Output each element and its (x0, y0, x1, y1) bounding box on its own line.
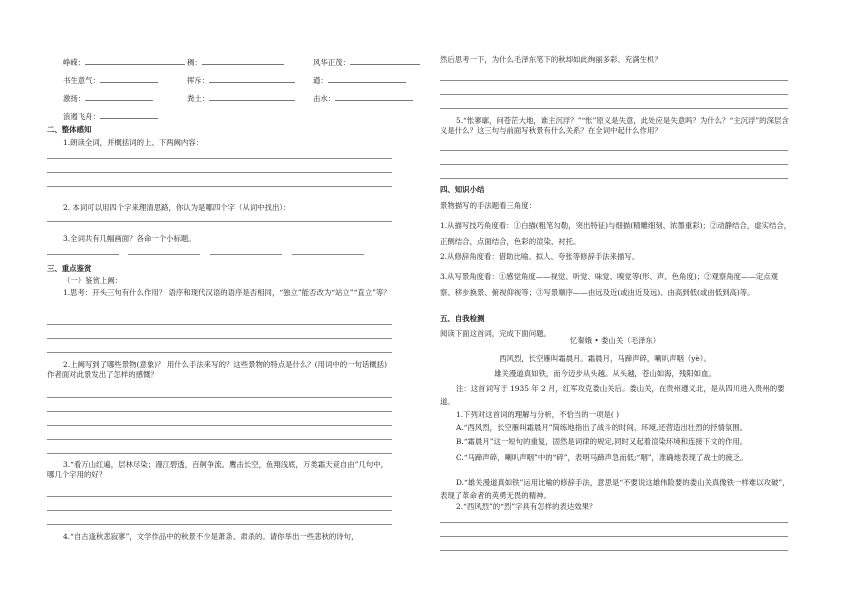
answer-line[interactable] (440, 550, 788, 551)
question-text: 3.全词共有几幅画面？各命一个小标题。 (63, 234, 196, 243)
answer-line[interactable] (210, 254, 282, 255)
answer-line[interactable] (47, 254, 119, 255)
answer-blank[interactable] (85, 57, 185, 65)
question-text: 2.上阙写到了哪些景物(意象)？ 用什么手法来写的？这些景物的特点是什么？(用词中的一句话概括) 作者面对此景发出了怎样的感慨？ (47, 360, 387, 379)
paragraph: 3.从写景角度看：①感觉角度——视觉、听觉、味觉、嗅觉等(形、声、色角度)；②观察角度——定点观察、移步换景、俯视仰视等；③写景顺序——由远及近(或由近及远)、由高到低(或由低到高)等。 (440, 272, 779, 297)
sub-heading: （一）鉴赏上阙： (63, 276, 123, 285)
answer-line[interactable] (292, 254, 364, 255)
option-d[interactable]: D.“雄关漫道真如铁”运用比喻的修辞手法，意思是“不要说这雄伟险要的娄山关真像铁一样难以攻破”，表现了革命者的英勇无畏的精神。 (440, 478, 790, 500)
vocab-item: 书生意气： (63, 75, 158, 86)
vocab-item: 峥嵘： (63, 57, 185, 68)
answer-blank[interactable] (100, 75, 158, 83)
vocab-item: 风华正茂： (313, 57, 420, 68)
question-text: 2.“西风烈”的“烈”字具有怎样的表达效果？ (456, 502, 597, 511)
question-text: 1.思考：开头三句有什么作用？ 语序和现代汉语的语序是否相同，“独立”能否改为“站立”“直立”等？ (63, 288, 391, 297)
vocab-item: 遒： (313, 75, 406, 86)
answer-line[interactable] (47, 524, 392, 525)
answer-line[interactable] (47, 352, 392, 353)
option-a[interactable]: A.“西风烈，长空雁叫霜晨月”简练地指出了战斗的时间、环境,还营造出壮烈的抒情氛围。 (456, 423, 748, 432)
poem-line: 西风烈，长空雁叫霜晨月。霜晨月，马蹄声碎，喇叭声咽（yè）。 (499, 354, 711, 363)
answer-line[interactable] (440, 522, 788, 523)
section-title: 五、自我检测 (440, 314, 485, 323)
answer-blank[interactable] (335, 93, 413, 101)
answer-line[interactable] (47, 453, 392, 454)
note: 注：这首词写于 1935 年 2 月，红军攻克娄山关后。娄山关，在贵州遵义北，是从四川进入贵州的要道。 (440, 384, 785, 406)
section-title: 二、整体感知 (47, 125, 92, 134)
vocab-item: 粪土： (187, 93, 295, 104)
question-text: 4.“自古逢秋悲寂寥”，文学作品中的秋景不少是萧条、肃杀的。请你举出一些悲秋的诗句， (63, 532, 359, 541)
answer-blank[interactable] (85, 93, 153, 101)
answer-blank[interactable] (209, 75, 295, 83)
answer-blank[interactable] (209, 93, 295, 101)
answer-line[interactable] (440, 80, 788, 81)
vocab-item: 击水： (313, 93, 413, 104)
question-text: 3.“看万山红遍，层林尽染；漫江碧透，百舸争流。鹰击长空，鱼翔浅底，万类霜天竞自由”几句中，哪几个字用的好？ (47, 460, 389, 479)
question-text: 2. 本词可以用四个字来理清思路，你认为是哪四个字（从词中找出）： (63, 203, 291, 212)
answer-line[interactable] (440, 178, 788, 179)
answer-line[interactable] (47, 425, 392, 426)
answer-line[interactable] (47, 172, 392, 173)
paragraph: 景物描写的手法题看三角度： (440, 201, 537, 210)
answer-line[interactable] (440, 536, 788, 537)
answer-line[interactable] (128, 254, 200, 255)
section-title: 三、重点鉴赏 (47, 264, 92, 273)
answer-line[interactable] (440, 108, 788, 109)
answer-line[interactable] (47, 496, 392, 497)
answer-line[interactable] (440, 150, 788, 151)
answer-line[interactable] (47, 338, 392, 339)
answer-blank[interactable] (328, 75, 406, 83)
answer-line[interactable] (47, 186, 392, 187)
answer-line[interactable] (47, 397, 392, 398)
vocab-item: 浪遏飞舟： (63, 111, 158, 122)
option-c[interactable]: C.“马蹄声碎，喇叭声咽”中的“碎”，表明马蹄声急而低;“咽”，准确地表现了战士的疲乏。 (456, 453, 748, 462)
question-text: 1.朗读全词，并概括词的上、下两阙内容： (63, 138, 204, 147)
section-title: 四、知识小结 (440, 185, 485, 194)
answer-line[interactable] (440, 164, 788, 165)
answer-line[interactable] (47, 411, 392, 412)
paragraph: 阅读下面这首词，完成下面问题。 (440, 329, 551, 338)
question-text: 1.下列对这首词的理解与分析，不恰当的一项是( ) (456, 410, 619, 419)
answer-blank[interactable] (350, 57, 420, 65)
poem-line: 雄关漫道真如铁，而今迈步从头越。从头越，苍山如海，残阳如血。 (494, 369, 716, 378)
answer-blank[interactable] (100, 111, 158, 119)
question-text: 5.“怅寥廓，问苍茫大地，谁主沉浮？”“怅”原义是失意，此处应是失意吗？为什么？“主沉浮”的深层含义是什么？这三句与前面写秋景有什么关系？在全词中起什么作用？ (440, 116, 789, 135)
vocab-item: 稠： (187, 57, 284, 68)
paragraph: 1.从描写技巧角度看：①白描(粗笔勾勒，突出特征)与细描(精雕细刻、浓墨重彩)；②动静结合，虚实结合，正侧结合，点面结合，色彩的渲染、衬托。 (440, 221, 792, 246)
question-text: 然后思考一下，为什么毛泽东笔下的秋却如此绚丽多彩、充满生机？ (440, 55, 662, 64)
answer-line[interactable] (47, 158, 392, 159)
vocab-item: 挥斥： (187, 75, 295, 86)
answer-line[interactable] (47, 324, 392, 325)
paragraph: 2.从修辞角度看：借助比喻、拟人、夸张等修辞手法来描写。 (440, 252, 640, 261)
poem-title: 忆秦娥 • 娄山关（毛泽东） (569, 336, 661, 345)
answer-blank[interactable] (202, 57, 284, 65)
vocab-item: 激扬： (63, 93, 153, 104)
answer-line[interactable] (47, 221, 392, 222)
answer-line[interactable] (47, 439, 392, 440)
option-b[interactable]: B.“霜晨月”这一短句的重复，固然是词律的规定,同时又起着渲染环境和连接下文的作用。 (456, 437, 748, 446)
answer-line[interactable] (47, 510, 392, 511)
answer-line[interactable] (440, 94, 788, 95)
